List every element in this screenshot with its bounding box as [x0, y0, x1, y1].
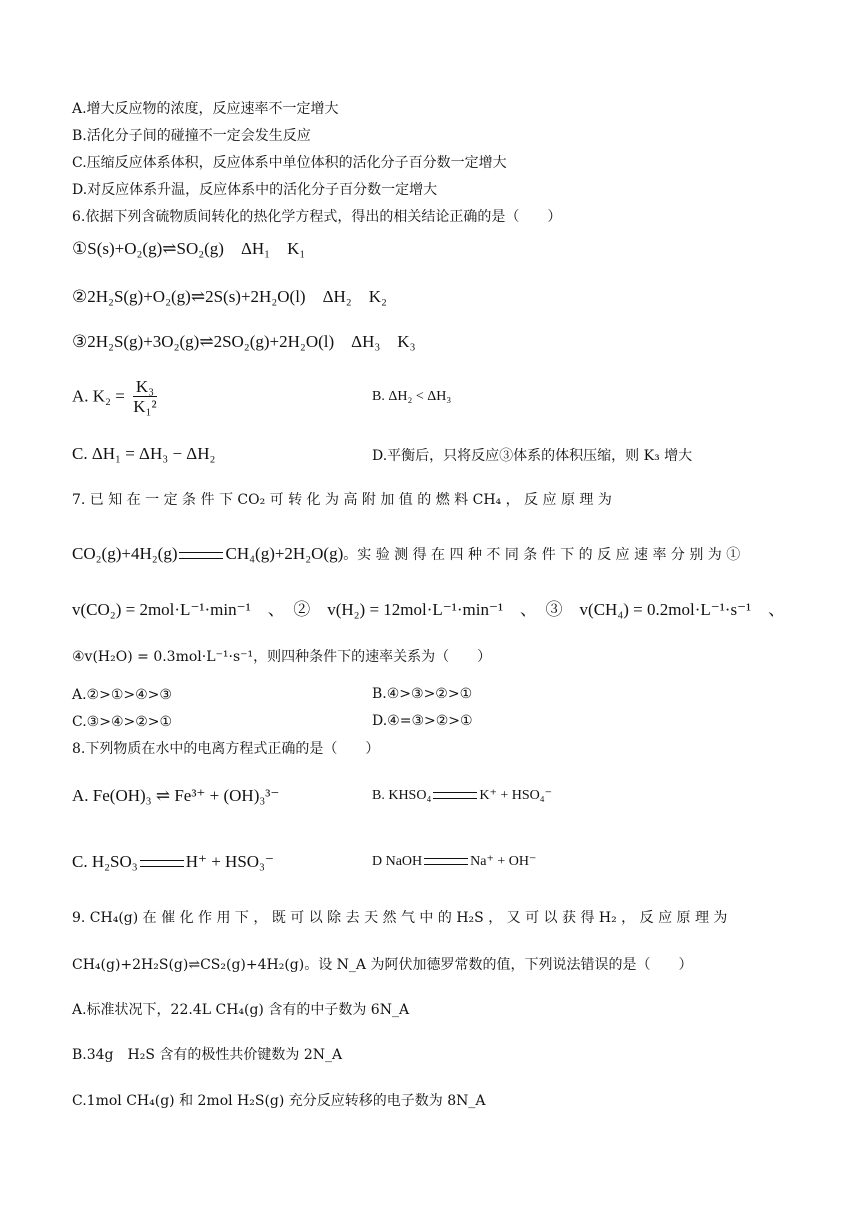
q6-option-c: C. ΔH₁ = ΔH₃ − ΔH₂ — [72, 444, 216, 463]
q6-stem: 6.依据下列含硫物质间转化的热化学方程式，得出的相关结论正确的是（ ） — [72, 209, 562, 225]
q6-option-a-numerator: K₃ — [133, 378, 156, 397]
q5-option-d: D.对反应体系升温，反应体系中的活化分子百分数一定增大 — [72, 182, 438, 198]
q7-line-1: 7. 已 知 在 一 定 条 件 下 CO₂ 可 转 化 为 高 附 加 值 的 燃 料 CH₄ ， 反 应 原 理 为 — [72, 492, 612, 508]
q6-option-d: D.平衡后，只将反应③体系的体积压缩，则 K₃ 增大 — [372, 448, 693, 464]
q6-equation-2: ②2H₂S(g)+O₂(g)⇌2S(s)+2H₂O(l) ΔH₂ K₂ — [72, 287, 387, 306]
q7-option-d: D.④=③>②>① — [372, 713, 473, 729]
q6-option-a — [72, 378, 157, 417]
q8-option-b-eq-sign — [433, 792, 477, 799]
q6-equation-1: ①S(s)+O₂(g)⇌SO₂(g) ΔH₁ K₁ — [72, 239, 306, 258]
q8-stem: 8.下列物质在水中的电离方程式正确的是（ ） — [72, 741, 380, 757]
q7-line-4: ④v(H₂O) = 0.3mol·L⁻¹·s⁻¹，则四种条件下的速率关系为（ ） — [72, 649, 492, 665]
q8-option-d — [372, 853, 536, 870]
q9-option-b: B.34g H₂S 含有的极性共价键数为 2N_A — [72, 1047, 343, 1063]
q8-option-b-right: K⁺ + HSO₄⁻ — [479, 788, 553, 803]
q9-line-2: CH₄(g)+2H₂S(g)⇌CS₂(g)+4H₂(g)。设 N_A 为阿伏加德罗常数的值，下列说法错误的是（ ） — [72, 957, 693, 973]
q8-option-d-right: Na⁺ + OH⁻ — [470, 854, 537, 869]
q8-option-d-eq-sign — [424, 858, 468, 865]
q5-option-b: B.活化分子间的碰撞不一定会发生反应 — [72, 128, 311, 144]
q6-equation-3: ③2H₂S(g)+3O₂(g)⇌2SO₂(g)+2H₂O(l) ΔH₃ K₃ — [72, 332, 416, 351]
q7-line-2-text: 。实 验 测 得 在 四 种 不 同 条 件 下 的 反 应 速 率 分 别 为 ① — [343, 547, 741, 563]
q8-option-c-eq-sign — [140, 860, 184, 867]
q7-option-c: C.③>④>②>① — [72, 714, 173, 730]
q8-option-b — [372, 787, 552, 804]
q7-line-2 — [72, 545, 740, 564]
q7-eq-left: CO₂(g)+4H₂(g) — [72, 544, 178, 563]
q9-option-a: A.标准状况下，22.4L CH₄(g) 含有的中子数为 6N_A — [72, 1002, 410, 1018]
q7-option-a: A.②>①>④>③ — [72, 687, 172, 703]
q5-option-a: A.增大反应物的浓度，反应速率不一定增大 — [72, 101, 339, 117]
q8-option-c — [72, 853, 274, 871]
q7-option-b: B.④>③>②>① — [372, 686, 473, 702]
q6-option-a-prefix: A. K₂ = — [72, 386, 125, 406]
q8-option-c-left: C. H₂SO₃ — [72, 852, 138, 871]
q6-option-a-fraction — [133, 378, 156, 417]
q8-option-a: A. Fe(OH)₃ ⇌ Fe³⁺ + (OH)₃³⁻ — [72, 786, 280, 805]
q7-line-3: v(CO₂) = 2mol·L⁻¹·min⁻¹ 、 ② v(H₂) = 12mol·L⁻¹·min⁻¹ 、 ③ v(CH₄) = 0.2mol·L⁻¹·s⁻¹ 、 — [72, 600, 786, 619]
q8-option-c-right: H⁺ + HSO₃⁻ — [185, 852, 274, 871]
q9-line-1: 9. CH₄(g) 在 催 化 作 用 下 ， 既 可 以 除 去 天 然 气 中 的 H₂S ， 又 可 以 获 得 H₂ ， 反 应 原 理 为 — [72, 910, 728, 926]
q8-option-b-left: B. KHSO₄ — [372, 788, 432, 803]
q5-option-c: C.压缩反应体系体积，反应体系中单位体积的活化分子百分数一定增大 — [72, 155, 507, 171]
q7-eq-sign — [179, 552, 223, 559]
q6-option-b: B. ΔH₂ < ΔH₃ — [372, 389, 452, 404]
q9-option-c: C.1mol CH₄(g) 和 2mol H₂S(g) 充分反应转移的电子数为 8N_A — [72, 1093, 486, 1109]
q7-eq-right: CH₄(g)+2H₂O(g) — [225, 544, 344, 563]
q6-option-a-denominator: K₁² — [133, 397, 157, 416]
q8-option-d-left: D NaOH — [372, 854, 423, 869]
